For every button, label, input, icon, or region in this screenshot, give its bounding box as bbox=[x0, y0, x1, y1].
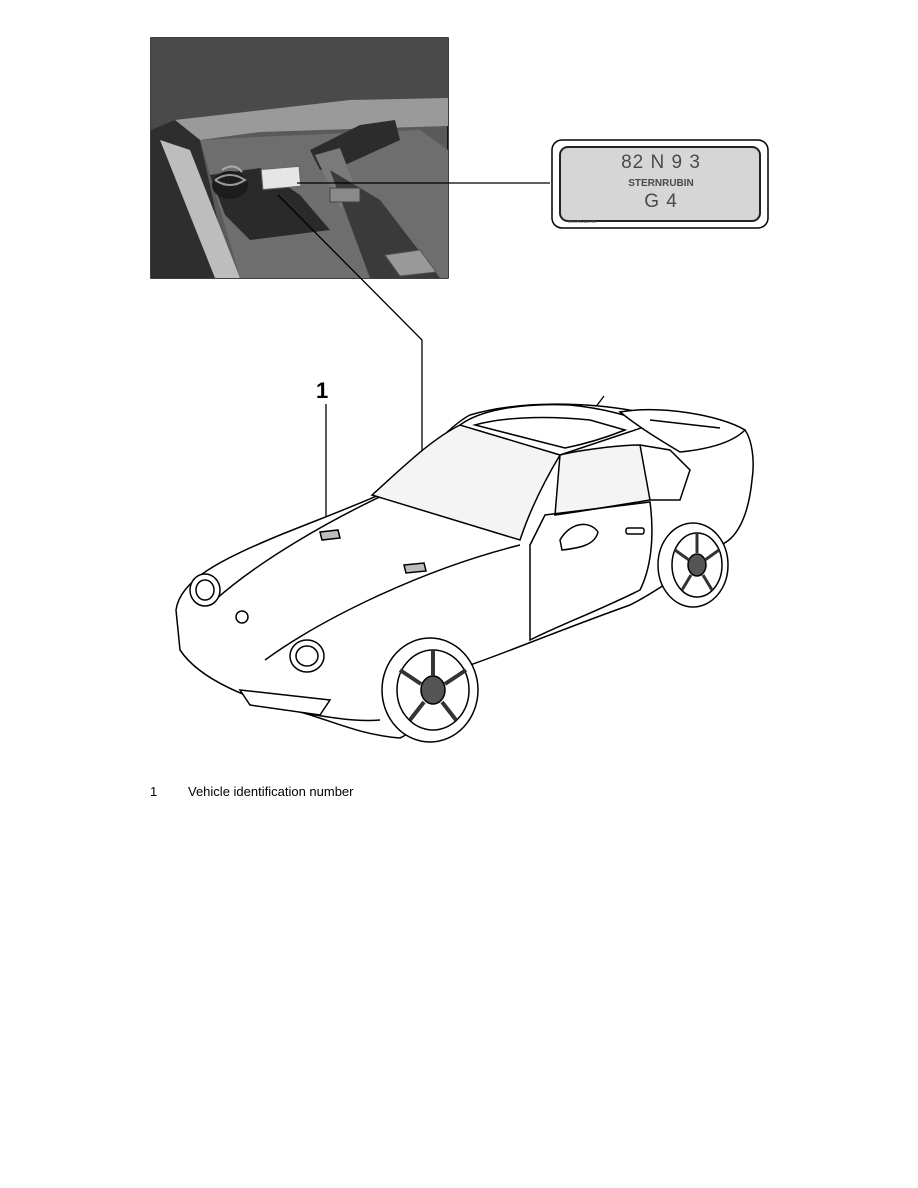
legend-row bbox=[150, 784, 354, 799]
engine-compartment-photo-icon bbox=[151, 38, 448, 278]
legend-description: Vehicle identification number bbox=[188, 784, 354, 799]
car-illustration-icon bbox=[176, 404, 753, 742]
label-color-name: STERNRUBIN bbox=[628, 178, 694, 189]
label-variant: G 4 bbox=[644, 191, 678, 212]
label-paint-code: 82 N 9 3 bbox=[621, 152, 701, 173]
legend-number: 1 bbox=[150, 784, 158, 799]
label-part-number: 999.701.167.90 bbox=[568, 219, 596, 224]
callout-number-1: 1 bbox=[316, 378, 329, 403]
